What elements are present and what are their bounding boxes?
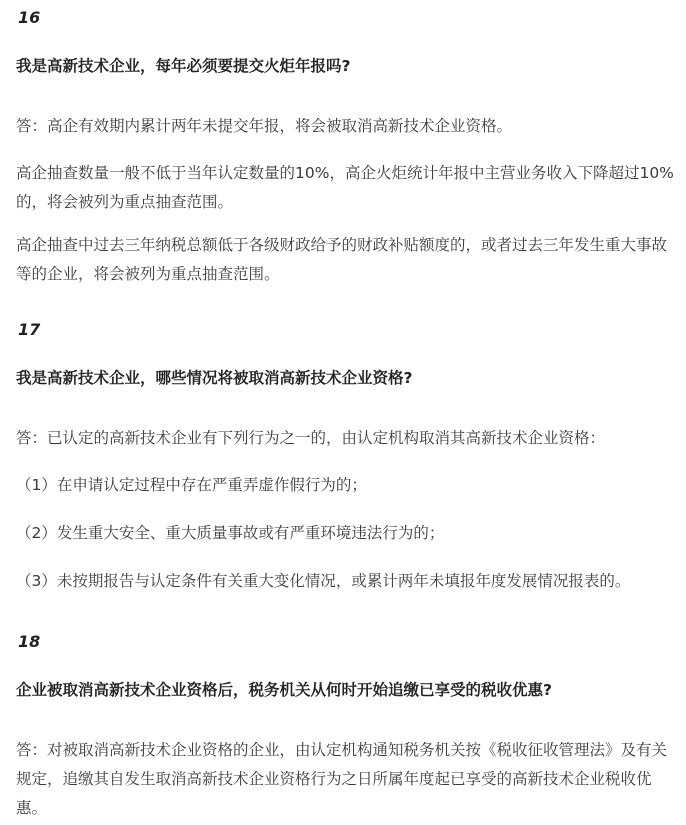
question-17: 我是高新技术企业，哪些情况将被取消高新技术企业资格? — [16, 369, 413, 387]
question-18: 企业被取消高新技术企业资格后，税务机关从何时开始追缴已享受的税收优惠? — [16, 681, 552, 699]
section-number-18: 18 — [18, 632, 41, 651]
section-number-16: 16 — [18, 8, 41, 27]
section-number-17: 17 — [18, 320, 41, 339]
answer-17-intro: 答：已认定的高新技术企业有下列行为之一的，由认定机构取消其高新技术企业资格： — [16, 429, 606, 447]
answer-16-paragraph-2: 高企抽查数量一般不低于当年认定数量的10%，高企火炬统计年报中主营业务收入下降超过10%的，将会被列为重点抽查范围。 — [16, 164, 674, 211]
question-16: 我是高新技术企业，每年必须要提交火炬年报吗? — [16, 57, 351, 75]
answer-17-item-1: （1）在申请认定过程中存在严重弄虚作假行为的； — [16, 476, 367, 494]
answer-16-paragraph-3: 高企抽查中过去三年纳税总额低于各级财政给予的财政补贴额度的，或者过去三年发生重大事故等的企业，将会被列为重点抽查范围。 — [16, 236, 668, 283]
answer-17-item-2: （2）发生重大安全、重大质量事故或有严重环境违法行为的； — [16, 524, 445, 542]
answer-16-paragraph-1: 答：高企有效期内累计两年未提交年报，将会被取消高新技术企业资格。 — [16, 117, 513, 135]
answer-17-item-3: （3）未按期报告与认定条件有关重大变化情况，或累计两年未填报年度发展情况报表的。 — [16, 572, 631, 590]
answer-18-paragraph-1: 答：对被取消高新技术企业资格的企业，由认定机构通知税务机关按《税收征收管理法》及有关规定，追缴其自发生取消高新技术企业资格行为之日所属年度起已享受的高新技术企业税收优惠。 — [16, 741, 668, 817]
